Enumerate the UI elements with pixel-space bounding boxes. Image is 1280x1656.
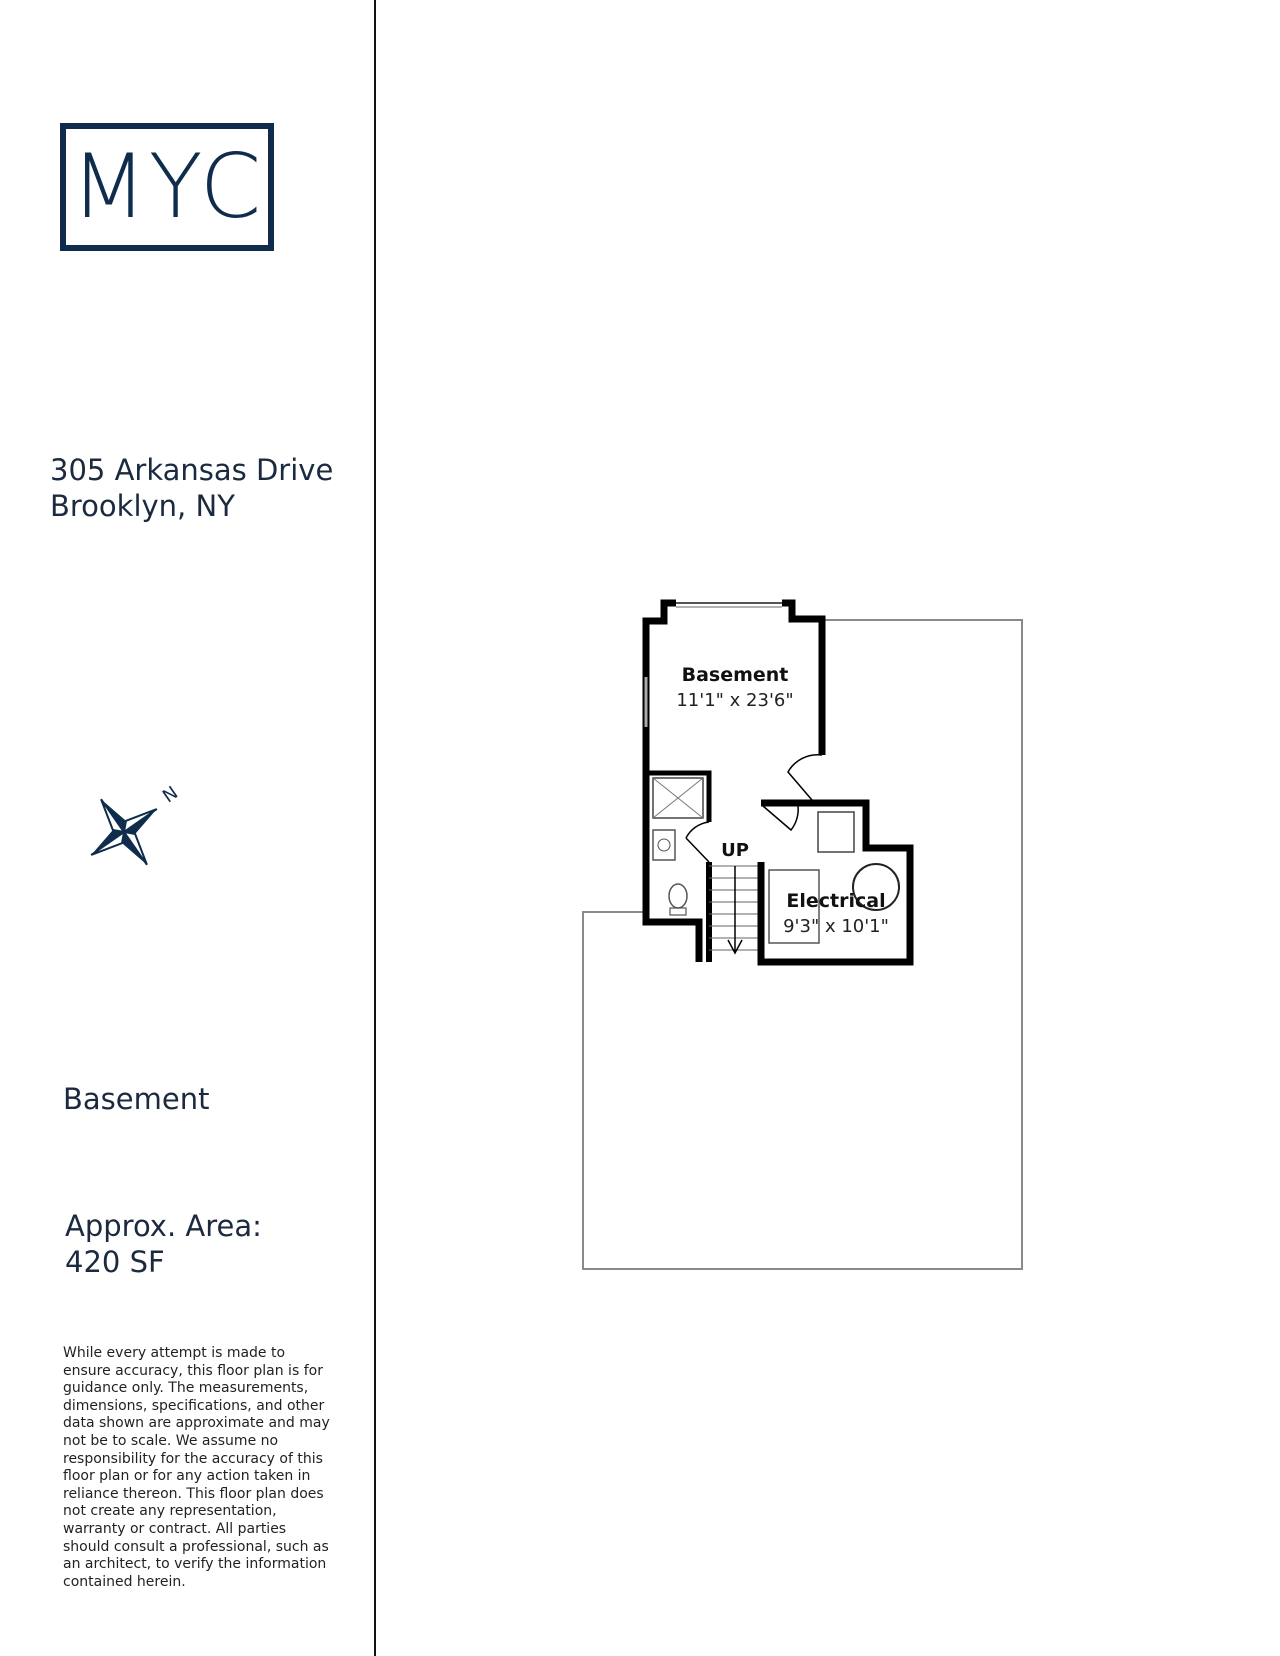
electrical-panel bbox=[818, 812, 854, 852]
address-line-2: Brooklyn, NY bbox=[50, 489, 235, 523]
approx-area bbox=[65, 1208, 262, 1280]
compass-rose-icon bbox=[76, 780, 186, 880]
stairs bbox=[709, 862, 761, 962]
electrical-door bbox=[763, 806, 798, 830]
toilet bbox=[669, 884, 687, 908]
floor-plan-drawing bbox=[376, 0, 1280, 1656]
electrical-room-name: Electrical bbox=[786, 890, 886, 912]
north-label: N bbox=[158, 782, 183, 808]
floor-level-label: Basement bbox=[63, 1082, 210, 1116]
electrical-room-dims: 9'3" x 10'1" bbox=[783, 916, 889, 937]
basement-door bbox=[788, 755, 822, 800]
address-line-1: 305 Arkansas Drive bbox=[50, 453, 334, 487]
floor-plan bbox=[376, 0, 1280, 1656]
approx-area-value: 420 SF bbox=[65, 1245, 165, 1279]
bath-door bbox=[686, 822, 709, 862]
sink bbox=[653, 830, 675, 860]
basement-room-dims: 11'1" x 23'6" bbox=[676, 690, 794, 711]
company-logo bbox=[60, 123, 274, 251]
stairs-label: UP bbox=[721, 840, 749, 861]
property-address bbox=[50, 452, 333, 524]
logo-text: MYC bbox=[70, 135, 264, 238]
info-sidebar bbox=[0, 0, 376, 1656]
disclaimer-text: While every attempt is made to ensure accuracy, this floor plan is for guidance only. The measurements, dimensions, specifications, and other data shown are approximate and may not be to scale. We assume no responsibility for the accuracy of this floor plan or for any action taken in reliance thereon. This floor plan does not create any representation, warranty or contract. All parties should consult a professional, such as an architect, to verify the information contained herein. bbox=[63, 1345, 330, 1590]
basement-walls bbox=[646, 603, 676, 727]
basement-room-name: Basement bbox=[681, 664, 789, 686]
bath-left-wall bbox=[646, 727, 699, 962]
electrical-walls bbox=[761, 803, 910, 962]
approx-area-label: Approx. Area: bbox=[65, 1209, 262, 1243]
